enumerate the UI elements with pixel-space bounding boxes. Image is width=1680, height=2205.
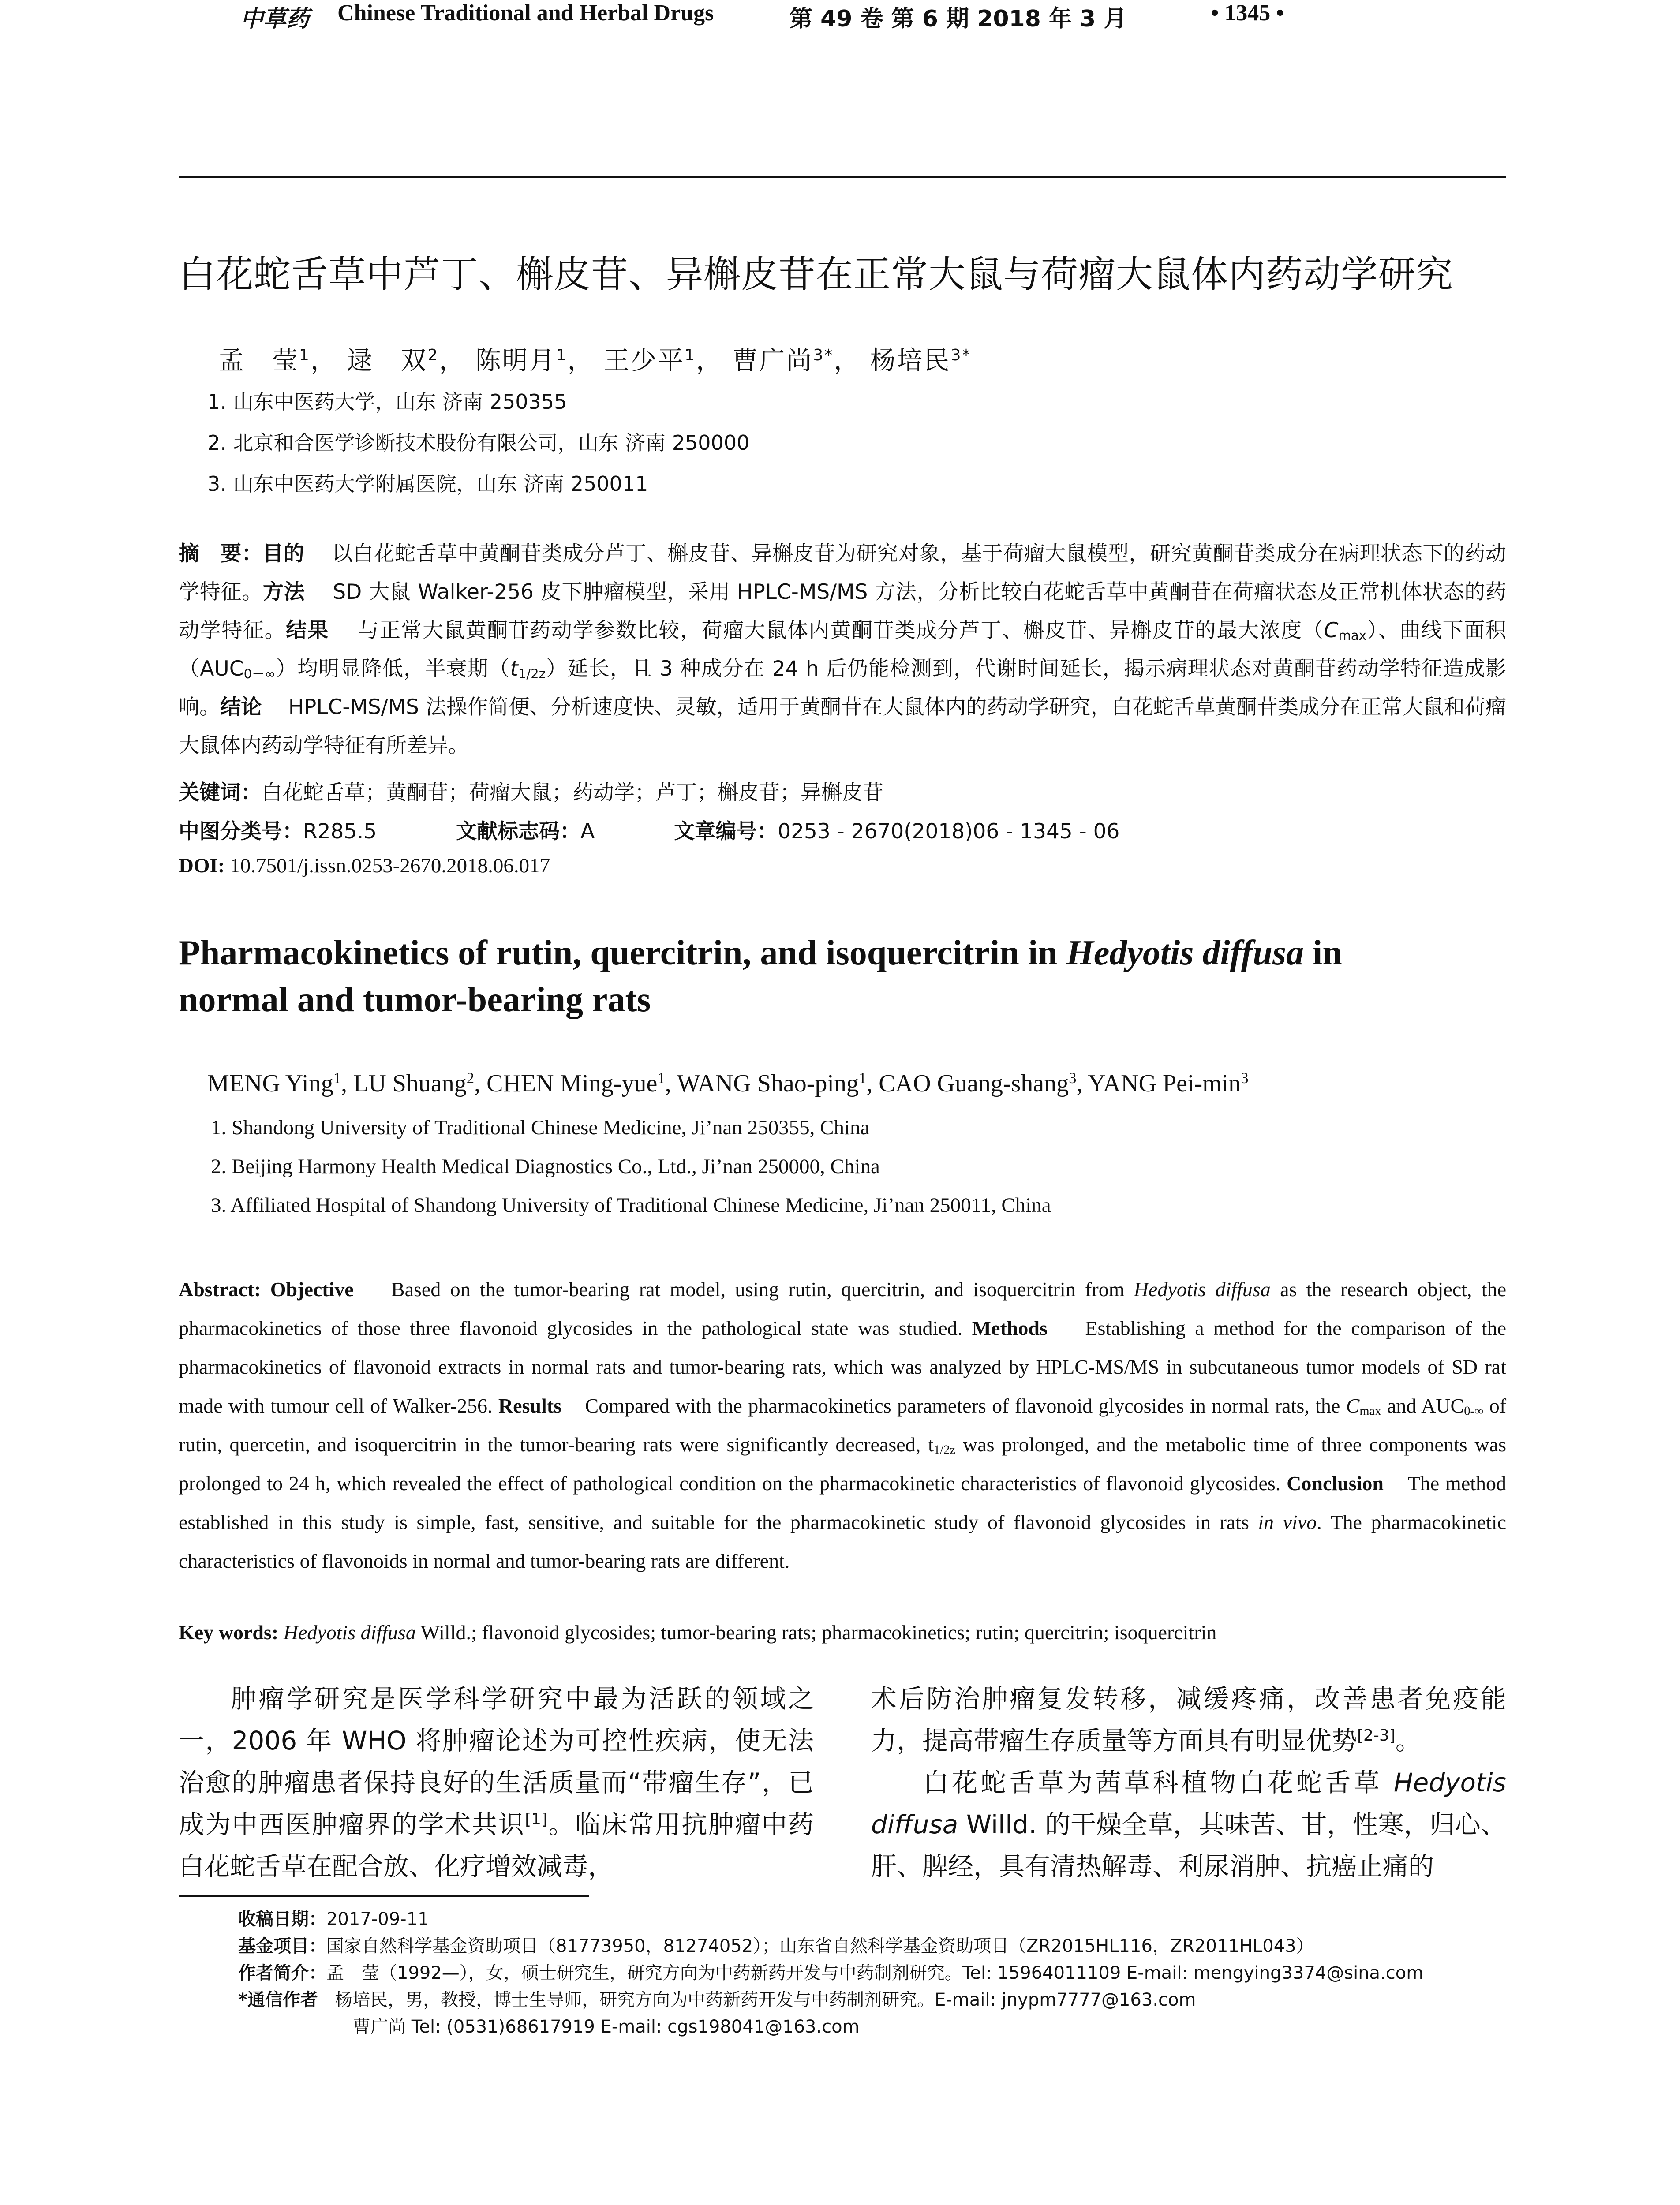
doi-value: 10.7501/j.issn.0253-2670.2018.06.017 [230,854,550,877]
author-sup: 1 [556,346,568,365]
keywords-cn [179,776,883,806]
corresponding-label: *通信作者 [238,1990,318,2010]
author-sup: 2 [466,1069,475,1087]
affiliation-cn-1: 1. 山东中医药大学，山东 济南 250355 [207,390,567,414]
footnote-rule [179,1895,589,1897]
affiliation-cn-2: 2. 北京和合医学诊断技术股份有限公司，山东 济南 250000 [207,431,750,455]
author-sup: 1 [299,346,311,365]
body-text: 。临床常用抗肿瘤中药白花蛇舌草在配合放、化疗增效减毒， [179,1809,814,1881]
clc-value: R285.5 [303,819,377,844]
footnote-corresponding-2: 曹广尚 Tel: (0531)68617919 E-mail: cgs198041@163.com [353,2017,860,2037]
author-sup: 3* [950,346,972,365]
body-left-column [179,1678,814,1887]
fund-text: 国家自然科学基金资助项目（81773950，81274052）；山东省自然科学基金资助项目（ZR2015HL116，ZR2011HL043） [326,1936,1314,1956]
body-text: 。 [1395,1726,1421,1756]
footnote-fund [238,1932,1314,1957]
author-bio-text: 孟 莹（1992—），女，硕士研究生，研究方向为中药新药开发与中药制剂研究。Tel: 15964011109 E-mail: mengying3374@sina.com [326,1963,1424,1983]
abstract-cn-label: 摘 要： [179,542,263,566]
author-sup: 3 [1241,1069,1249,1087]
keywords-en-text: Willd.; flavonoid glycosides; tumor-bearing rats; pharmacokinetics; rutin; quercitrin; isoquercitrin [415,1621,1217,1644]
body-text: Willd. 的干燥全草，其味苦、甘，性寒，归心、肝、脾经，具有清热解毒、利尿消肿、抗癌止痛的 [871,1809,1506,1881]
running-header [0,0,1328,31]
objective-en-label: Objective [270,1278,354,1301]
cmax-symbol: C [1346,1394,1360,1417]
footnote-author [238,1959,1423,1984]
doi-line [179,854,550,878]
title-en-line-1 [179,930,1342,976]
author-en: LU Shuang [353,1070,467,1097]
author-en: YANG Pei-min [1088,1070,1241,1097]
body-text: 术后防治肿瘤复发转移，减缓疼痛，改善患者免疫能力，提高带瘤生存质量等方面具有明显优势 [871,1684,1506,1756]
article-no-value: 0253 - 2670(2018)06 - 1345 - 06 [778,819,1120,844]
cmax-symbol: C [1324,618,1339,643]
conclusion-en-label: Conclusion [1287,1472,1384,1495]
half-life-sub: 1/2z [518,666,546,681]
keywords-en [179,1621,1216,1644]
received-date: 2017-09-11 [326,1909,429,1929]
abstract-en [179,1270,1506,1581]
objective-text: 以白花蛇舌草中黄酮苷类成分芦丁、槲皮苷、异槲皮苷为研究对象，基于荷瘤大鼠模型，研究黄酮苷类成分在病理状态下的药动学特征。 [179,542,1507,604]
body-text: 肿瘤学研究是医学科学研究中最为活跃的领域之一，2006 年 WHO 将肿瘤论述为可控性疾病，使无法治愈的肿瘤患者保持良好的生活质量而“带瘤生存”，已成为中西医肿瘤界的学术共识 [179,1684,814,1839]
footnote-received [238,1905,429,1930]
objective-en-text: Based on the tumor-bearing rat model, using rutin, quercitrin, and isoquercitrin from [391,1278,1134,1301]
author-cn: 王少平 [603,345,685,375]
conclusion-en-text: . The pharmacokinetic characteristics of flavonoids in normal and tumor-bearing rats are different. [179,1511,1506,1572]
title-cn: 白花蛇舌草中芦丁、槲皮苷、异槲皮苷在正常大鼠与荷瘤大鼠体内药动学研究 [179,253,1454,296]
corresponding-text-1: 杨培民，男，教授，博士生导师，研究方向为中药新药开发与中药制剂研究。E-mail: jnypm7777@163.com [335,1990,1196,2010]
body-text: 白花蛇舌草为茜草科植物白花蛇舌草 [923,1768,1394,1798]
results-en-text: of rutin, quercetin, and isoquercitrin in the tumor-bearing rats were significantly decreased, t [179,1394,1507,1456]
half-life-symbol: t [510,657,518,681]
author-cn: 孟 莹 [218,345,299,375]
received-label: 收稿日期： [238,1909,326,1929]
methods-label: 方法 [263,580,305,604]
results-label: 结果 [286,618,329,643]
doc-code-value: A [580,819,595,844]
results-en-label: Results [498,1394,562,1417]
body-paragraph [179,1678,814,1887]
classification-line [179,815,1119,845]
authors-cn: 孟 莹$^1$， 逯 双$^2$， 陈明月$^1$， 王少平$^1$， 曹广尚$^{3*}$， 杨培民$^{3*}$ [218,345,972,375]
keywords-cn-label: 关键词： [179,781,262,805]
body-paragraph [871,1678,1506,1762]
author-sup: 3* [813,346,834,365]
clc-label: 中图分类号： [179,819,303,844]
results-text-c: ）均明显降低，半衰期（ [275,657,510,681]
body-paragraph [871,1762,1506,1887]
title-en-text: Pharmacokinetics of rutin, quercitrin, and isoquercitrin in [179,934,1066,972]
methods-text: SD 大鼠 Walker-256 皮下肿瘤模型，采用 HPLC-MS/MS 方法，分析比较白花蛇舌草中黄酮苷在荷瘤状态及正常机体状态的药动学特征。 [179,580,1507,643]
results-text-a: 与正常大鼠黄酮苷药动学参数比较，荷瘤大鼠体内黄酮苷类成分芦丁、槲皮苷、异槲皮苷的最大浓度（ [358,618,1324,643]
keywords-cn-text: 白花蛇舌草；黄酮苷；荷瘤大鼠；药动学；芦丁；槲皮苷；异槲皮苷 [262,781,883,805]
doc-code-label: 文献标志码： [456,819,581,844]
author-bio-label: 作者简介： [238,1963,326,1983]
keywords-en-species: Hedyotis diffusa [283,1621,416,1644]
methods-en-label: Methods [972,1317,1048,1339]
author-cn: 逯 双 [347,345,428,375]
author-sup: 1 [858,1069,867,1087]
author-en: MENG Ying [207,1070,333,1097]
issue-info: 第 49 卷 第 6 期 2018 年 3 月 [789,6,1127,32]
results-text-d: ）延长，且 3 种成分在 24 h 后仍能检测到，代谢时间延长，揭示病理状态对黄酮苷药动学特征造成影响。 [179,657,1506,719]
page-number: • 1345 • [1211,0,1284,26]
footnote-corresponding [238,1986,1196,2011]
species-name: Hedyotis diffusa [1134,1278,1271,1301]
citation: [1] [525,1810,548,1829]
author-cn: 曹广尚 [732,345,813,375]
journal-name-en: Chinese Traditional and Herbal Drugs [337,0,714,26]
citation: [2-3] [1357,1727,1396,1745]
half-life-sub: 1/2z [933,1443,956,1457]
objective-label: 目的 [262,542,305,566]
body-right-column [871,1678,1506,1887]
title-en-species: Hedyotis diffusa [1066,934,1304,972]
conclusion-text: HPLC-MS/MS 法操作简便、分析速度快、灵敏，适用于黄酮苷在大鼠体内的药动学研究，白花蛇舌草黄酮苷类成分在正常大鼠和荷瘤大鼠体内药动学特征有所差异。 [179,695,1506,758]
abstract-en-label: Abstract: [179,1278,261,1301]
author-sup: 1 [657,1069,665,1087]
keywords-en-label: Key words: [179,1621,279,1644]
author-en: WANG Shao-ping [677,1070,859,1097]
header-rule [179,176,1506,178]
author-en: CHEN Ming-yue [486,1070,658,1097]
conclusion-en-text: The method established in this study is simple, fast, sensitive, and suitable for the pharmacokinetic study of flavonoid glycosides in rats [179,1472,1507,1533]
doi-label: DOI: [179,854,225,877]
author-sup: 3 [1069,1069,1077,1087]
auc-sub: 0－∞ [243,666,276,681]
abstract-cn [179,534,1506,765]
in-vivo: in vivo [1258,1511,1317,1533]
author-sup: 1 [685,346,696,365]
affiliation-en-1: 1. Shandong University of Traditional Chinese Medicine, Ji’nan 250355, China [211,1116,870,1139]
article-no-label: 文章编号： [674,819,778,844]
auc-sub: 0-∞ [1464,1404,1484,1418]
conclusion-label: 结论 [220,695,262,719]
species-name: Hedyotis diffusa [871,1768,1506,1839]
results-en-text: and AUC [1381,1394,1464,1417]
title-en-text: in [1304,934,1342,972]
author-en: CAO Guang-shang [879,1070,1069,1097]
author-cn: 杨培民 [870,345,951,375]
fund-label: 基金项目： [238,1936,326,1956]
results-en-text: Compared with the pharmacokinetics parameters of flavonoid glycosides in normal rats, the [585,1394,1346,1417]
author-sup: 1 [333,1069,341,1087]
author-cn: 陈明月 [475,345,556,375]
affiliation-en-3: 3. Affiliated Hospital of Shandong University of Traditional Chinese Medicine, Ji’nan 250011, China [211,1194,1051,1217]
cmax-sub: max [1338,628,1366,643]
results-text-b: ）、曲线下面积（AUC [179,618,1507,681]
author-sup: 2 [427,346,439,365]
methods-en-text: Establishing a method for the comparison of the pharmacokinetics of flavonoid extracts in normal rats and tumor-bearing rats, which was analyzed by HPLC-MS/MS in subcutaneous tumor models of SD rat made with tumour cell of Walker-256. [179,1317,1507,1417]
affiliation-en-2: 2. Beijing Harmony Health Medical Diagnostics Co., Ltd., Ji’nan 250000, China [211,1155,880,1178]
authors-en: MENG Ying$^1$, LU Shuang$^2$, CHEN Ming-yue$^1$, WANG Shao-ping$^1$, CAO Guang-shang$^3$, YANG Pei-$\min^3$ [207,1069,1249,1097]
affiliation-cn-3: 3. 山东中医药大学附属医院，山东 济南 250011 [207,472,648,496]
cmax-sub: max [1359,1404,1381,1418]
title-en-line-2: normal and tumor-bearing rats [179,980,651,1019]
journal-name-cn: 中草药 [240,6,310,32]
results-en-text: was prolonged, and the metabolic time of three components was prolonged to 24 h, which revealed the effect of pathological condition on the pharmacokinetic characteristics of flavonoid glycosides. [179,1433,1506,1495]
objective-en-text: as the research object, the pharmacokinetics of those three flavonoid glycosides in the pathological state was studied. [179,1278,1507,1339]
